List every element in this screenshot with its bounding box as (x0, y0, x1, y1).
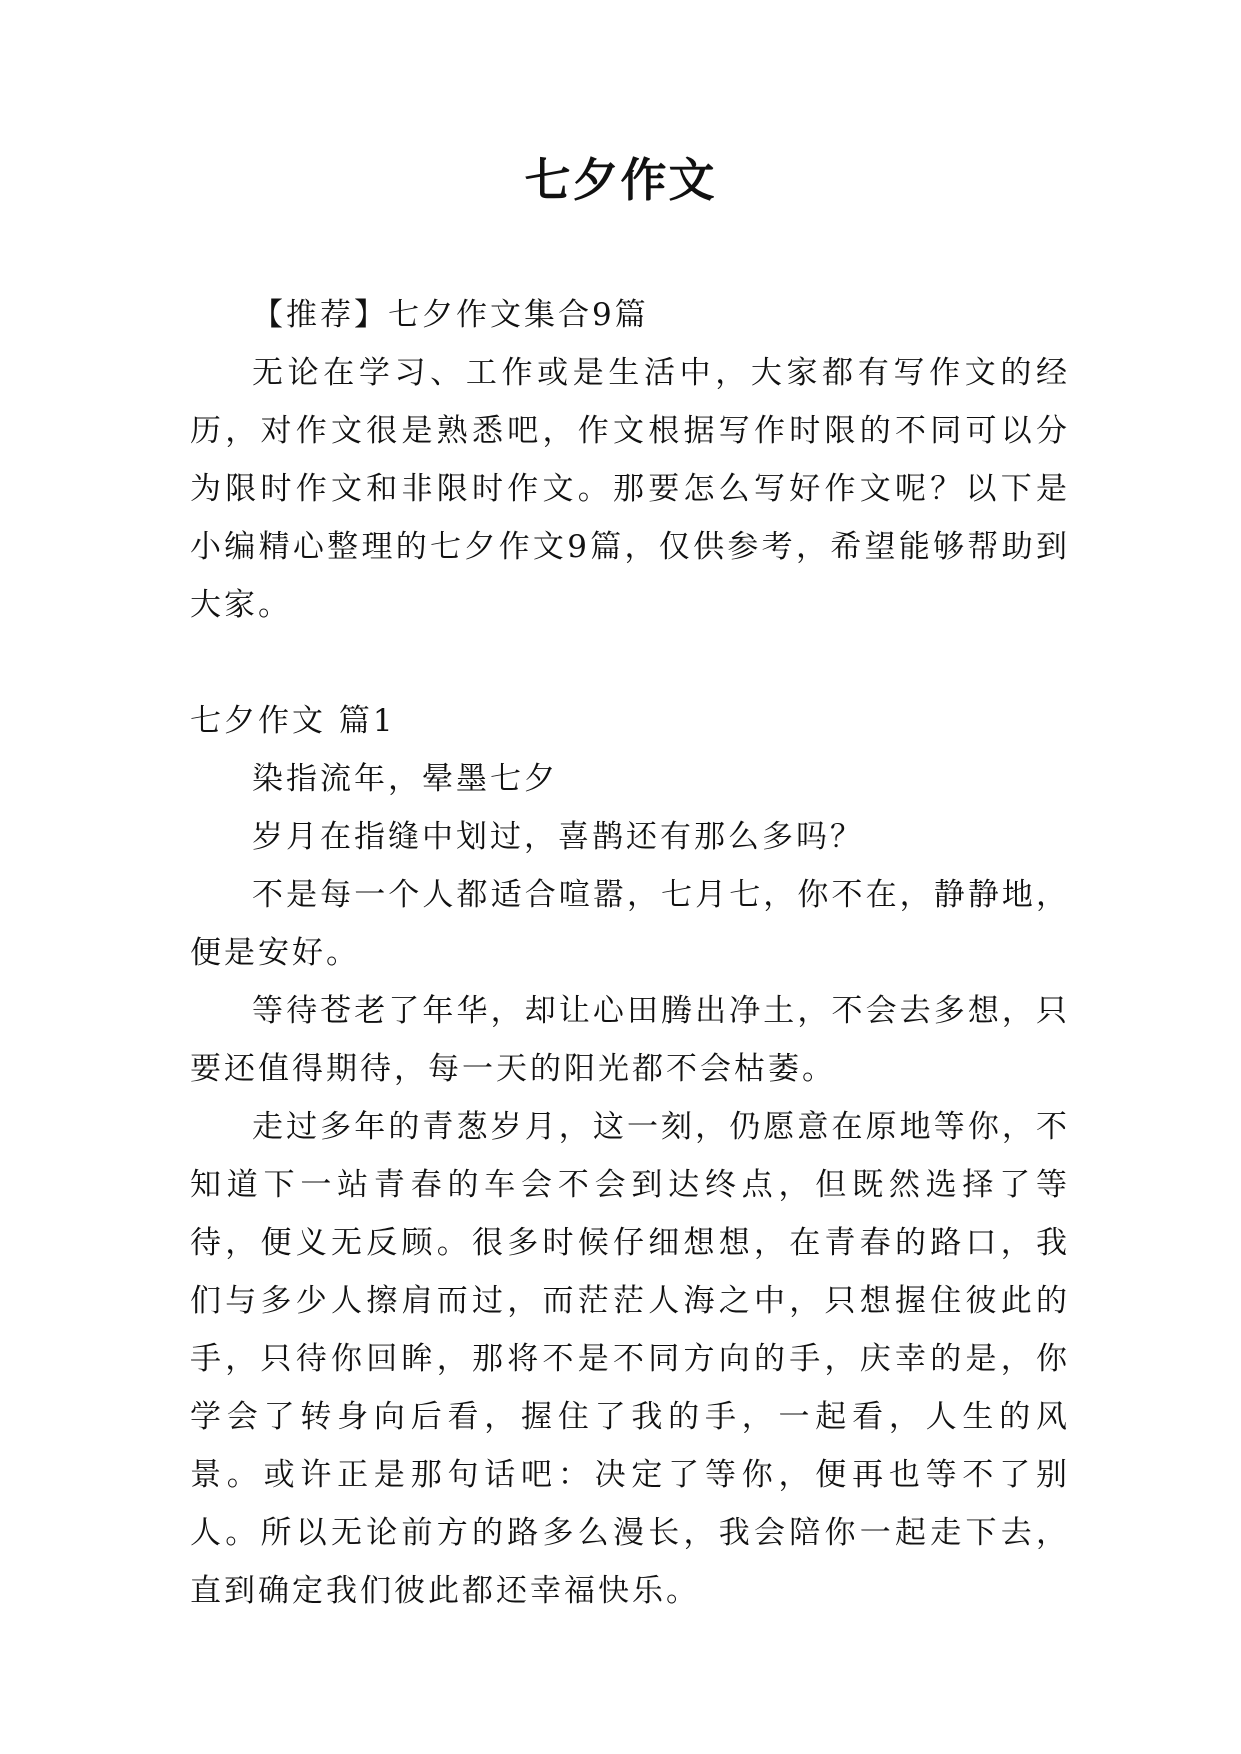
paragraph: 染指流年，晕墨七夕 (252, 761, 558, 797)
paragraph: 不是每一个人都适合喧嚣，七月七，你不在，静静地，便是安好。 (190, 877, 1070, 971)
intro-paragraph: 无论在学习、工作或是生活中，大家都有写作文的经历，对作文很是熟悉吧，作文根据写作时限的不同可以分为限时作文和非限时作文。那要怎么写好作文呢？以下是小编精心整理的七夕作文9篇，仅供参考，希望能够帮助到大家。 (190, 355, 1070, 623)
intro-heading: 【推荐】七夕作文集合9篇 (252, 297, 649, 333)
paragraph: 等待苍老了年华，却让心田腾出净土，不会去多想，只要还值得期待，每一天的阳光都不会枯萎。 (190, 993, 1070, 1087)
section-spacer (190, 634, 1070, 692)
document-body (190, 286, 1070, 1620)
document-title: 七夕作文 (524, 153, 717, 207)
paragraph: 走过多年的青葱岁月，这一刻，仍愿意在原地等你，不知道下一站青春的车会不会到达终点，但既然选择了等待，便义无反顾。很多时候仔细想想，在青春的路口，我们与多少人擦肩而过，而茫茫人海之中，只想握住彼此的手，只待你回眸，那将不是不同方向的手，庆幸的是，你学会了转身向后看，握住了我的手，一起看，人生的风景。或许正是那句话吧：决定了等你，便再也等不了别人。所以无论前方的路多么漫长，我会陪你一起走下去，直到确定我们彼此都还幸福快乐。 (190, 1109, 1070, 1609)
section-heading: 七夕作文 篇1 (190, 703, 396, 739)
paragraph: 岁月在指缝中划过，喜鹊还有那么多吗？ (252, 819, 864, 855)
